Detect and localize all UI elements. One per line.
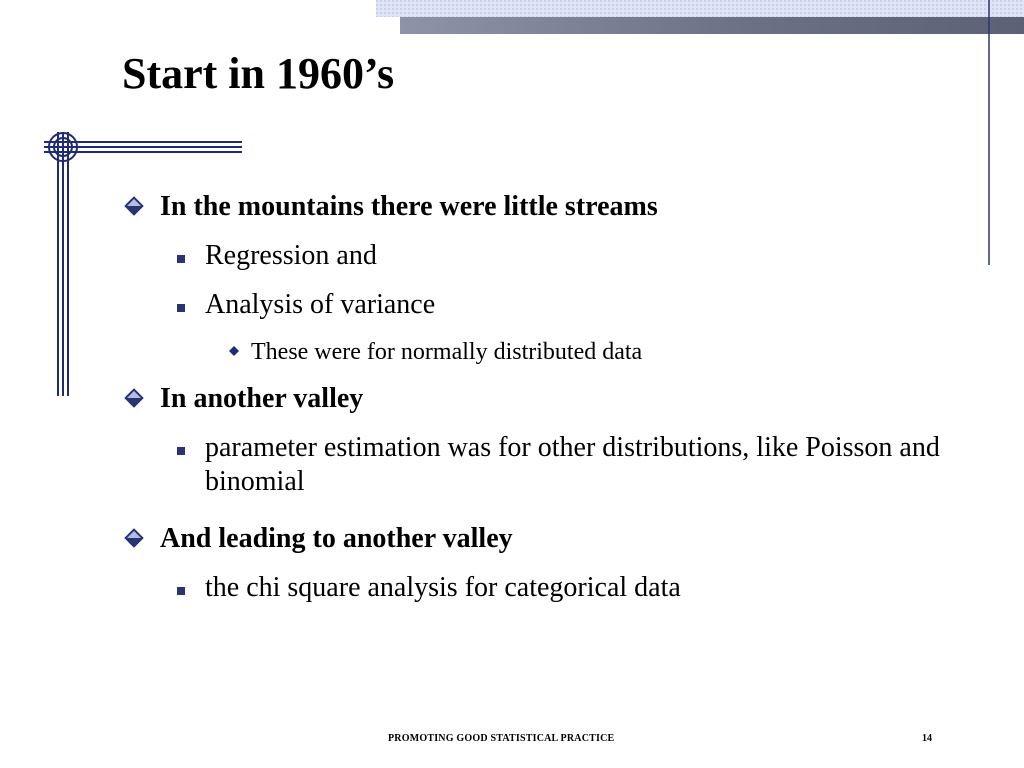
square-bullet-icon [176, 303, 186, 313]
square-bullet-icon [176, 254, 186, 264]
bullet-level1-another-valley: And leading to another valley [160, 523, 513, 554]
slide-footer: PROMOTING GOOD STATISTICAL PRACTICE [388, 733, 615, 744]
slide-title: Start in 1960’s [122, 49, 395, 98]
bullet-level2-chi-square: the chi square analysis for categorical data [205, 572, 681, 603]
page-number: 14 [922, 733, 932, 744]
bullet-level2-anova: Analysis of variance [205, 289, 436, 320]
bullet-level2-parameter-estimation: parameter estimation was for other distributions, like Poisson and binomial [205, 432, 940, 497]
diamond-bullet-icon [124, 388, 144, 408]
diamond-bullet-icon [124, 196, 144, 216]
small-diamond-bullet-icon [228, 345, 240, 357]
bullet-level3-normal: These were for normally distributed data [251, 339, 643, 365]
bullet-level1-streams: In the mountains there were little streams [160, 191, 658, 222]
square-bullet-icon [176, 586, 186, 596]
square-bullet-icon [176, 446, 186, 456]
diamond-bullet-icon [124, 528, 144, 548]
bullet-level2-regression: Regression and [205, 240, 377, 271]
bullet-level1-valley: In another valley [160, 383, 364, 414]
